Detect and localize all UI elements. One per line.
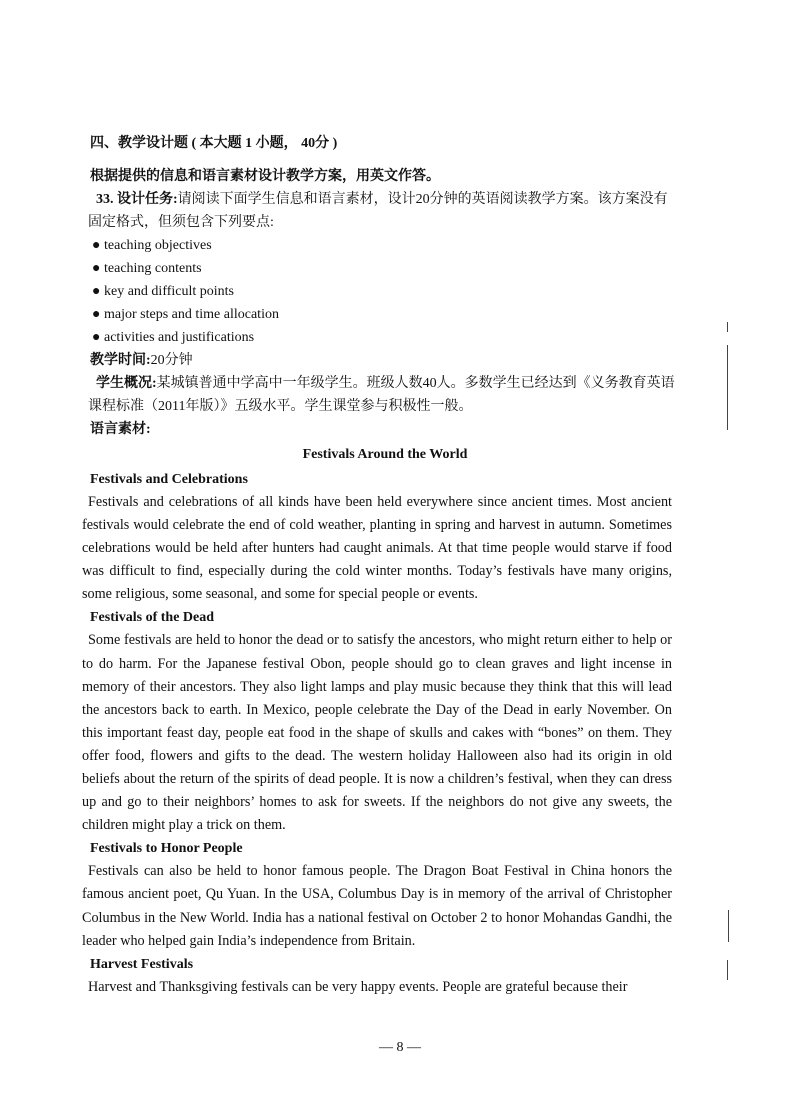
page-number: — 8 — bbox=[379, 1040, 421, 1055]
bullet-icon: ● bbox=[92, 261, 101, 276]
teaching-time bbox=[90, 349, 680, 372]
requirement-item bbox=[90, 234, 680, 257]
page-content bbox=[82, 122, 680, 999]
bullet-icon: ● bbox=[92, 307, 101, 322]
instruction: 根据提供的信息和语言素材设计教学方案，用英文作答。 bbox=[90, 169, 440, 184]
requirement-item bbox=[90, 257, 680, 280]
requirement-text: teaching contents bbox=[104, 261, 202, 276]
scan-margin-mark bbox=[727, 322, 728, 332]
requirement-text: activities and justifications bbox=[104, 330, 255, 345]
material-label: 语言素材: bbox=[90, 422, 151, 437]
requirement-item bbox=[90, 303, 680, 326]
student-profile-text: 某城镇普通中学高中一年级学生。班级人数40人。多数学生已经达到《义务教育英语课程标准（2011年版）》五级水平。学生课堂参与积极性一般。 bbox=[88, 376, 675, 414]
requirement-text: major steps and time allocation bbox=[104, 307, 279, 322]
requirement-item bbox=[90, 326, 680, 349]
student-profile bbox=[88, 372, 680, 418]
scan-margin-mark bbox=[728, 910, 729, 942]
section-body-celebrations: Festivals and celebrations of all kinds have been held everywhere since ancient times. Most ancient festivals would celebrate the end of cold weather, planting in spring and harvest in autumn. Sometimes celebrations would be held after hunters had caught animals. At that time people would starve if food was difficult to find, especially during the cold winter months. Today’s festivals have many origins, some religious, some seasonal, and some for special people or events. bbox=[82, 494, 672, 603]
teaching-time-value: 20分钟 bbox=[150, 353, 193, 368]
section-body-harvest: Harvest and Thanksgiving festivals can be very happy events. People are grateful because their bbox=[88, 978, 628, 995]
requirement-text: key and difficult points bbox=[104, 284, 234, 299]
section-heading: 四、教学设计题 ( 本大题 1 小题， 40分 ) bbox=[90, 136, 338, 151]
section-heading-honor: Festivals to Honor People bbox=[90, 841, 243, 857]
bullet-icon: ● bbox=[92, 330, 101, 345]
task-label: 33. 设计任务: bbox=[96, 192, 178, 207]
requirements-list bbox=[90, 234, 680, 349]
teaching-time-label: 教学时间: bbox=[90, 353, 151, 368]
task-paragraph bbox=[88, 188, 680, 234]
scan-margin-mark bbox=[727, 960, 728, 980]
requirement-item bbox=[90, 280, 680, 303]
bullet-icon: ● bbox=[92, 238, 101, 253]
article-body bbox=[82, 468, 672, 999]
section-body-dead: Some festivals are held to honor the dead or to satisfy the ancestors, who might return either to help or to do harm. For the Japanese festival Obon, people should go to clean graves and light incense in memory of their ancestors. They also light lamps and play music because they think that this will lead the ancestors back to earth. In Mexico, people celebrate the Day of the Dead in early November. On this important feast day, people eat food in the shape of skulls and cakes with “bones” on them. They offer food, flowers and gifts to the dead. The western holiday Halloween also had its origin in old beliefs about the return of the spirits of dead people. It is now a children’s festival, when they can dress up and go to their neighbors’ homes to ask for sweets. If the neighbors do not give any sweets, the children might play a trick on them. bbox=[82, 632, 672, 834]
section-body-honor: Festivals can also be held to honor famous people. The Dragon Boat Festival in China honors the famous ancient poet, Qu Yuan. In the USA, Columbus Day is in memory of the arrival of Christopher Columbus in the New World. India has a national festival on October 2 to honor Mohandas Gandhi, the leader who helped gain India’s independence from Britain. bbox=[82, 863, 672, 949]
section-heading-harvest: Harvest Festivals bbox=[90, 956, 194, 972]
section-heading-dead: Festivals of the Dead bbox=[90, 610, 215, 626]
requirement-text: teaching objectives bbox=[104, 238, 212, 253]
scan-margin-mark bbox=[727, 345, 728, 430]
article-title: Festivals Around the World bbox=[302, 447, 468, 462]
task-text: 请阅读下面学生信息和语言素材，设计20分钟的英语阅读教学方案。该方案没有固定格式，但须包含下列要点: bbox=[88, 192, 668, 230]
bullet-icon: ● bbox=[92, 284, 101, 299]
section-heading-celebrations: Festivals and Celebrations bbox=[90, 472, 248, 487]
student-profile-label: 学生概况: bbox=[96, 376, 157, 391]
